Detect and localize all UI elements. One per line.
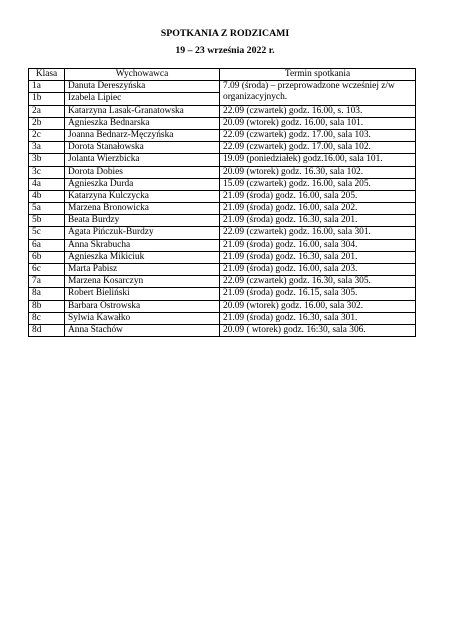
cell-klasa: 4a	[29, 178, 65, 190]
table-row	[29, 154, 416, 166]
cell-klasa: 2c	[29, 129, 65, 141]
cell-wychowawca: Agnieszka Bednarska	[65, 117, 220, 129]
header-klasa: Klasa	[29, 69, 65, 81]
cell-klasa: 2a	[29, 105, 65, 117]
cell-wychowawca: Beata Burdzy	[65, 215, 220, 227]
cell-termin: 15.09 (czwartek) godz. 16.00, sala 205.	[220, 178, 416, 190]
cell-termin-merged: 7.09 (środa) – przeprowadzone wcześniej z/w organizacyjnych.	[220, 81, 416, 105]
table-row	[29, 203, 416, 215]
table-row	[29, 312, 416, 324]
cell-wychowawca: Robert Bieliński	[65, 288, 220, 300]
cell-klasa: 6c	[29, 264, 65, 276]
cell-klasa: 5a	[29, 203, 65, 215]
cell-termin: 19.09 (poniedziałek) godz.16.00, sala 101.	[220, 154, 416, 166]
table-row	[29, 300, 416, 312]
cell-klasa: 6b	[29, 251, 65, 263]
cell-wychowawca: Marzena Kosarczyn	[65, 276, 220, 288]
cell-wychowawca: Barbara Ostrowska	[65, 300, 220, 312]
cell-termin: 21.09 (środa) godz. 16.00, sala 202.	[220, 203, 416, 215]
cell-termin: 22.09 (czwartek) godz. 16.00, sala 301.	[220, 227, 416, 239]
cell-klasa: 8d	[29, 324, 65, 336]
header-termin: Termin spotkania	[220, 69, 416, 81]
table-row	[29, 117, 416, 129]
cell-termin: 22.09 (czwartek) godz. 17.00, sala 102.	[220, 142, 416, 154]
cell-termin: 21.09 (środa) godz. 16.30, sala 201.	[220, 251, 416, 263]
table-row	[29, 251, 416, 263]
cell-termin: 21.09 (środa) godz. 16.00, sala 304.	[220, 239, 416, 251]
table-row	[29, 190, 416, 202]
cell-klasa: 8c	[29, 312, 65, 324]
cell-klasa: 1a	[29, 81, 65, 93]
cell-termin: 21.09 (środa) godz. 16.00, sala 203.	[220, 264, 416, 276]
cell-wychowawca: Izabela Lipiec	[65, 93, 220, 105]
document-subtitle: 19 – 23 września 2022 r.	[175, 45, 275, 56]
cell-wychowawca: Katarzyna Lasak-Granatowska	[65, 105, 220, 117]
table-row	[29, 324, 416, 336]
cell-termin: 20.09 ( wtorek) godz. 16:30, sala 306.	[220, 324, 416, 336]
cell-wychowawca: Anna Stachów	[65, 324, 220, 336]
table-row	[29, 142, 416, 154]
cell-klasa: 8b	[29, 300, 65, 312]
cell-klasa: 4b	[29, 190, 65, 202]
cell-klasa: 3b	[29, 154, 65, 166]
table-row	[29, 215, 416, 227]
cell-wychowawca: Dorota Stanałowska	[65, 142, 220, 154]
table-row	[29, 276, 416, 288]
cell-wychowawca: Katarzyna Kulczycka	[65, 190, 220, 202]
cell-wychowawca: Danuta Dereszyńska	[65, 81, 220, 93]
cell-klasa: 8a	[29, 288, 65, 300]
cell-wychowawca: Sylwia Kawałko	[65, 312, 220, 324]
cell-klasa: 6a	[29, 239, 65, 251]
cell-termin: 21.09 (środa) godz. 16.30, sala 201.	[220, 215, 416, 227]
cell-termin: 20.09 (wtorek) godz. 16.30, sala 102.	[220, 166, 416, 178]
table-row	[29, 264, 416, 276]
cell-wychowawca: Anna Skrabucha	[65, 239, 220, 251]
document-title: SPOTKANIA Z RODZICAMI	[160, 28, 290, 39]
cell-termin: 20.09 (wtorek) godz. 16.00, sala 101.	[220, 117, 416, 129]
cell-wychowawca: Marzena Bronowicka	[65, 203, 220, 215]
cell-termin: 21.09 (środa) godz. 16.30, sala 301.	[220, 312, 416, 324]
cell-termin: 22.09 (czwartek) godz. 17.00, sala 103.	[220, 129, 416, 141]
table-row	[29, 166, 416, 178]
cell-klasa: 7a	[29, 276, 65, 288]
table-row	[29, 239, 416, 251]
cell-klasa: 1b	[29, 93, 65, 105]
cell-klasa: 3c	[29, 166, 65, 178]
cell-klasa: 3a	[29, 142, 65, 154]
table-row	[29, 81, 416, 93]
table-row	[29, 227, 416, 239]
cell-wychowawca: Marta Pabisz	[65, 264, 220, 276]
cell-wychowawca: Agata Pińczuk-Burdzy	[65, 227, 220, 239]
table-row	[29, 105, 416, 117]
cell-termin: 21.09 (środa) godz. 16.00, sala 205.	[220, 190, 416, 202]
cell-klasa: 2b	[29, 117, 65, 129]
cell-wychowawca: Joanna Bednarz-Męczyńska	[65, 129, 220, 141]
cell-klasa: 5c	[29, 227, 65, 239]
cell-wychowawca: Agnieszka Mikiciuk	[65, 251, 220, 263]
cell-termin: 22.09 (czwartek) godz. 16.30, sala 305.	[220, 276, 416, 288]
table-row	[29, 178, 416, 190]
table-row	[29, 129, 416, 141]
cell-wychowawca: Agnieszka Durda	[65, 178, 220, 190]
cell-wychowawca: Dorota Dobies	[65, 166, 220, 178]
meetings-table	[28, 68, 416, 337]
cell-termin: 22.09 (czwartek) godz. 16.00, s. 103.	[220, 105, 416, 117]
cell-klasa: 5b	[29, 215, 65, 227]
table-header-row	[29, 69, 416, 81]
cell-termin: 20.09 (wtorek) godz. 16.00, sala 302.	[220, 300, 416, 312]
header-wychowawca: Wychowawca	[65, 69, 220, 81]
cell-wychowawca: Jolanta Wierzbicka	[65, 154, 220, 166]
table-row	[29, 288, 416, 300]
cell-termin: 21.09 (środa) godz. 16.15, sala 305.	[220, 288, 416, 300]
